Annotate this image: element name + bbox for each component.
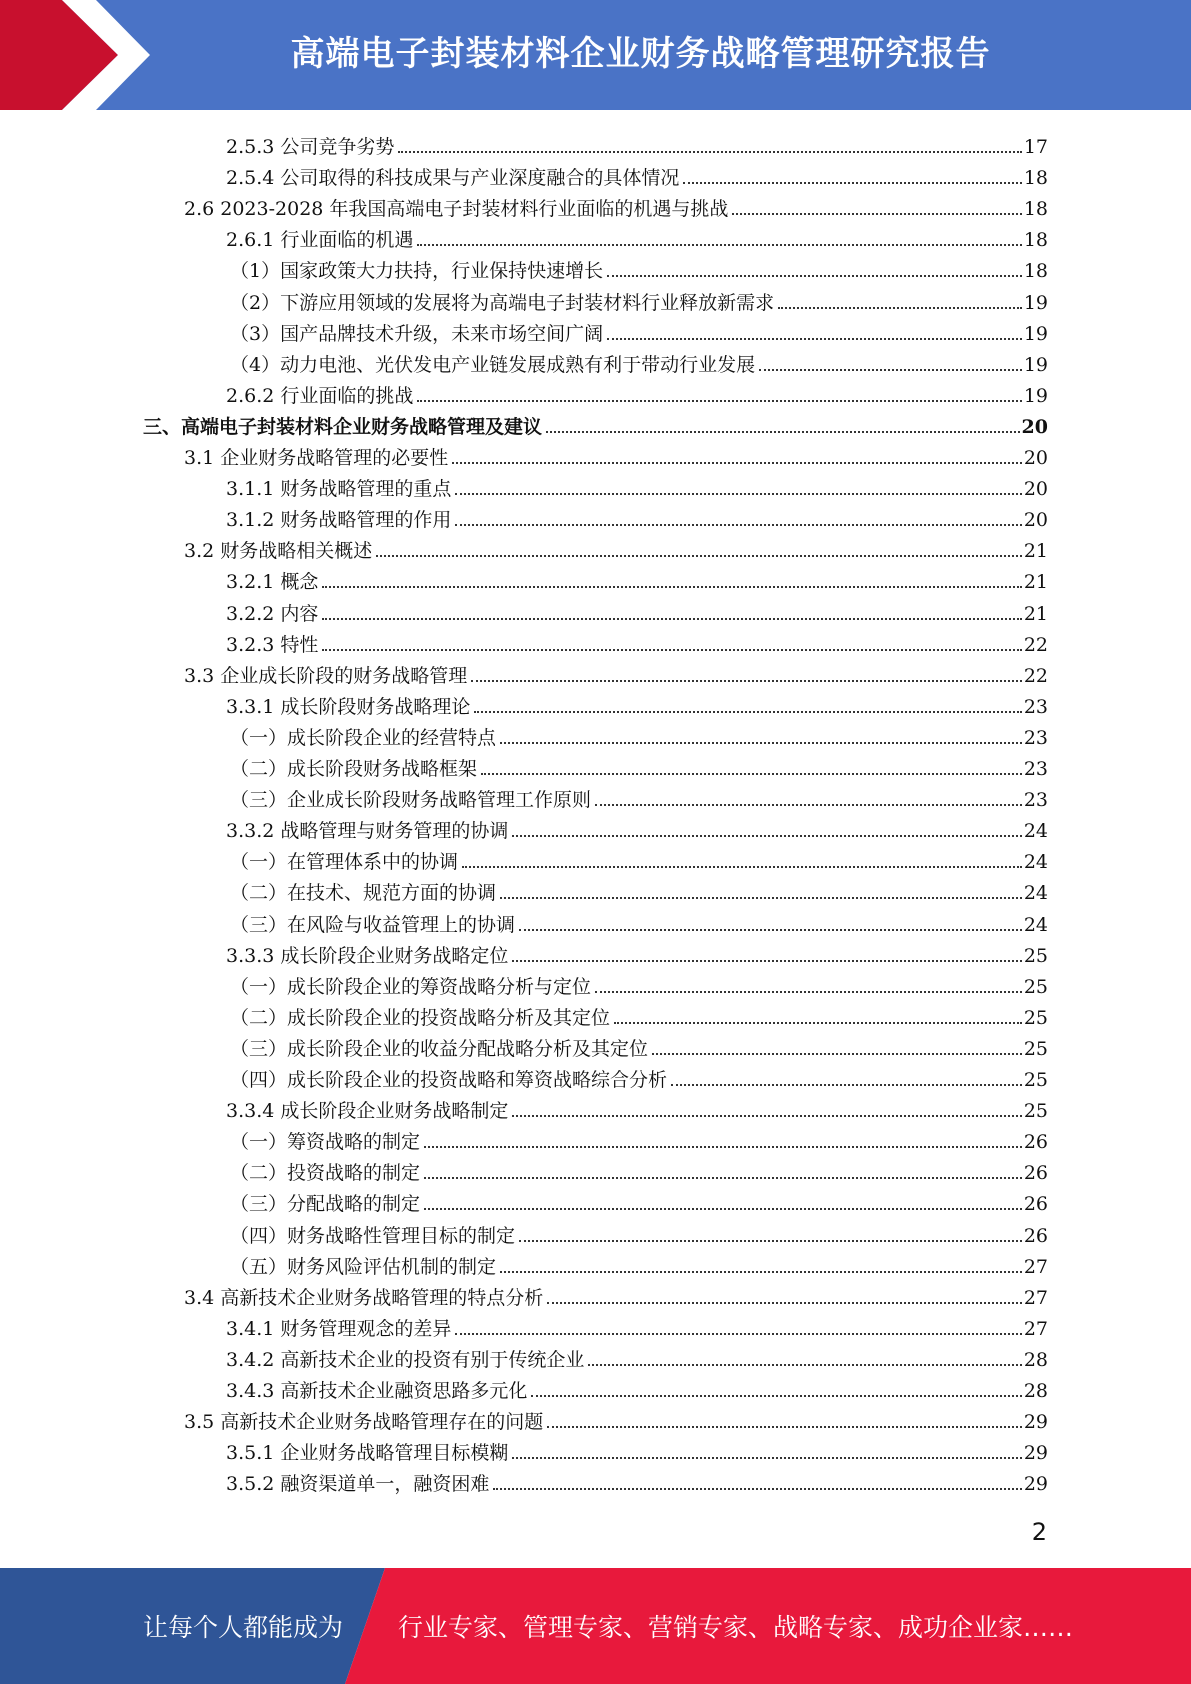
report-title: 高端电子封装材料企业财务战略管理研究报告 xyxy=(290,34,991,74)
toc-entry-page: 21 xyxy=(1023,602,1048,625)
toc-entry[interactable] xyxy=(226,563,1048,594)
toc-entry-page: 20 xyxy=(1023,509,1048,532)
toc-entry-page: 19 xyxy=(1023,384,1048,407)
toc-entry-title: （一）成长阶段企业的筹资战略分析与定位 xyxy=(230,975,592,998)
toc-entry-title: 3.1.2 财务战略管理的作用 xyxy=(226,509,452,532)
page-header xyxy=(0,0,1191,110)
toc-entry-page: 25 xyxy=(1023,1037,1048,1060)
toc-entry-page: 18 xyxy=(1023,229,1048,252)
toc-entry-page: 27 xyxy=(1023,1286,1048,1309)
toc-dot-leader xyxy=(546,431,1020,433)
toc-dot-leader xyxy=(512,1457,1021,1459)
toc-dot-leader xyxy=(398,151,1021,153)
toc-entry[interactable] xyxy=(230,999,1048,1030)
toc-dot-leader xyxy=(512,960,1021,962)
toc-dot-leader xyxy=(322,618,1021,620)
toc-entry-page: 24 xyxy=(1023,820,1048,843)
toc-entry-page: 19 xyxy=(1023,322,1048,345)
toc-entry-page: 25 xyxy=(1023,944,1048,967)
toc-entry[interactable] xyxy=(226,595,1048,626)
toc-entry-title: 3.4.2 高新技术企业的投资有别于传统企业 xyxy=(226,1348,585,1371)
toc-entry-title: （三）企业成长阶段财务战略管理工作原则 xyxy=(230,789,592,812)
toc-entry[interactable] xyxy=(226,812,1048,843)
toc-dot-leader xyxy=(322,649,1021,651)
toc-entry[interactable] xyxy=(226,377,1048,408)
page-footer xyxy=(0,1568,1191,1684)
toc-entry-title: （一）筹资战略的制定 xyxy=(230,1131,421,1154)
toc-entry-title: 2.5.4 公司取得的科技成果与产业深度融合的具体情况 xyxy=(226,167,680,190)
toc-entry-page: 29 xyxy=(1023,1473,1048,1496)
toc-dot-leader xyxy=(778,307,1022,309)
toc-entry[interactable] xyxy=(226,159,1048,190)
toc-entry-page: 20 xyxy=(1023,447,1048,469)
toc-entry-title: 3.3.1 成长阶段财务战略理论 xyxy=(226,695,471,718)
toc-entry-title: （三）分配战略的制定 xyxy=(230,1193,421,1216)
toc-entry-title: 3.5.2 融资渠道单一，融资困难 xyxy=(226,1473,490,1496)
toc-dot-leader xyxy=(607,338,1022,340)
toc-entry-title: （五）财务风险评估机制的制定 xyxy=(230,1255,497,1278)
toc-dot-leader xyxy=(500,1271,1022,1273)
page-number: 2 xyxy=(1031,1518,1047,1546)
toc-dot-leader xyxy=(455,524,1021,526)
toc-dot-leader xyxy=(322,586,1021,588)
toc-entry-page: 20 xyxy=(1023,478,1048,501)
toc-entry-title: （三）成长阶段企业的收益分配战略分析及其定位 xyxy=(230,1037,649,1060)
toc-entry[interactable] xyxy=(226,1092,1048,1123)
toc-entry-title: 三、高端电子封装材料企业财务战略管理及建议 xyxy=(143,415,543,438)
toc-entry[interactable] xyxy=(184,1403,1048,1434)
footer-slogan-left: 让每个人都能成为 xyxy=(143,1613,344,1642)
toc-entry-title: 3.3.3 成长阶段企业财务战略定位 xyxy=(226,944,509,967)
toc-entry[interactable] xyxy=(230,315,1048,346)
toc-entry-page: 18 xyxy=(1023,260,1048,283)
toc-dot-leader xyxy=(500,742,1022,744)
toc-entry[interactable] xyxy=(230,1248,1048,1279)
toc-entry-page: 21 xyxy=(1023,571,1048,594)
toc-dot-leader xyxy=(455,493,1021,495)
toc-dot-leader xyxy=(671,1084,1022,1086)
toc-dot-leader xyxy=(588,1364,1021,1366)
toc-entry[interactable] xyxy=(226,937,1048,968)
toc-dot-leader xyxy=(595,804,1022,806)
toc-dot-leader xyxy=(547,1426,1022,1428)
toc-dot-leader xyxy=(512,835,1021,837)
toc-entry-page: 19 xyxy=(1023,291,1048,314)
toc-entry-title: （四）财务战略性管理目标的制定 xyxy=(230,1224,516,1247)
toc-dot-leader xyxy=(595,991,1022,993)
toc-entry-title: 3.4.3 高新技术企业融资思路多元化 xyxy=(226,1380,528,1402)
toc-entry-title: （3）国产品牌技术升级，未来市场空间广阔 xyxy=(230,322,604,345)
toc-entry[interactable] xyxy=(226,688,1048,719)
toc-entry-page: 20 xyxy=(1021,415,1048,438)
toc-entry[interactable] xyxy=(226,221,1048,252)
toc-entry-page: 21 xyxy=(1023,540,1048,563)
toc-entry-page: 18 xyxy=(1023,167,1048,190)
toc-dot-leader xyxy=(493,1488,1021,1490)
toc-entry[interactable] xyxy=(230,1123,1048,1154)
toc-dot-leader xyxy=(519,929,1022,931)
toc-entry[interactable] xyxy=(230,906,1048,937)
toc-dot-leader xyxy=(376,555,1022,557)
toc-entry-title: 3.2.3 特性 xyxy=(226,633,319,656)
toc-entry-title: 3.2.2 内容 xyxy=(226,602,319,625)
toc-entry[interactable] xyxy=(184,190,1048,221)
toc-entry-title: 2.5.3 公司竞争劣势 xyxy=(226,136,395,158)
toc-entry[interactable] xyxy=(184,657,1048,688)
toc-entry-page: 17 xyxy=(1023,136,1048,158)
toc-entry-title: 3.3.2 战略管理与财务管理的协调 xyxy=(226,820,509,843)
toc-dot-leader xyxy=(424,1177,1022,1179)
toc-entry-title: （二）成长阶段财务战略框架 xyxy=(230,758,478,780)
toc-entry[interactable] xyxy=(143,408,1048,439)
toc-dot-leader xyxy=(683,182,1021,184)
toc-entry-page: 27 xyxy=(1023,1317,1048,1340)
toc-entry-title: 3.4.1 财务管理观念的差异 xyxy=(226,1317,452,1340)
toc-dot-leader xyxy=(519,1240,1022,1242)
toc-entry[interactable] xyxy=(230,252,1048,283)
toc-entry-page: 29 xyxy=(1023,1442,1048,1465)
toc-entry-page: 29 xyxy=(1023,1411,1048,1434)
toc-entry-title: 2.6.2 行业面临的挑战 xyxy=(226,384,414,407)
toc-entry-title: 3.1 企业财务战略管理的必要性 xyxy=(184,447,449,469)
toc-entry-title: 3.5.1 企业财务战略管理目标模糊 xyxy=(226,1442,509,1465)
toc-entry[interactable] xyxy=(226,1465,1048,1496)
toc-entry-page: 25 xyxy=(1023,1006,1048,1029)
toc-entry[interactable] xyxy=(230,719,1048,750)
toc-entry[interactable] xyxy=(230,1154,1048,1185)
toc-dot-leader xyxy=(417,400,1021,402)
toc-entry-title: （2）下游应用领域的发展将为高端电子封装材料行业释放新需求 xyxy=(230,291,775,314)
toc-dot-leader xyxy=(474,711,1021,713)
toc-dot-leader xyxy=(531,1395,1021,1397)
toc-entry-title: 3.5 高新技术企业财务战略管理存在的问题 xyxy=(184,1411,544,1434)
toc-entry-page: 23 xyxy=(1023,726,1048,749)
toc-entry[interactable] xyxy=(230,1030,1048,1061)
toc-entry[interactable] xyxy=(230,1061,1048,1092)
toc-entry-page: 24 xyxy=(1023,851,1048,874)
toc-entry-title: （一）在管理体系中的协调 xyxy=(230,851,459,874)
toc-entry[interactable] xyxy=(226,1372,1048,1403)
toc-entry-page: 24 xyxy=(1023,882,1048,905)
toc-entry-page: 26 xyxy=(1023,1224,1048,1247)
toc-entry[interactable] xyxy=(226,1310,1048,1341)
toc-entry[interactable] xyxy=(226,470,1048,501)
toc-entry[interactable] xyxy=(230,874,1048,905)
toc-entry-page: 27 xyxy=(1023,1255,1048,1278)
toc-entry[interactable] xyxy=(184,532,1048,563)
toc-entry-title: （1）国家政策大力扶持，行业保持快速增长 xyxy=(230,260,604,283)
toc-entry[interactable] xyxy=(184,439,1048,470)
toc-entry-title: 3.4 高新技术企业财务战略管理的特点分析 xyxy=(184,1286,544,1309)
toc-entry[interactable] xyxy=(230,284,1048,315)
toc-entry-page: 26 xyxy=(1023,1162,1048,1185)
toc-entry[interactable] xyxy=(230,346,1048,377)
toc-dot-leader xyxy=(614,1022,1022,1024)
toc-entry-page: 23 xyxy=(1023,695,1048,718)
toc-entry-page: 28 xyxy=(1023,1380,1048,1402)
toc-dot-leader xyxy=(500,897,1022,899)
toc-dot-leader xyxy=(732,213,1021,215)
toc-entry-title: （二）投资战略的制定 xyxy=(230,1162,421,1185)
toc-entry-title: 3.1.1 财务战略管理的重点 xyxy=(226,478,452,501)
toc-dot-leader xyxy=(471,680,1022,682)
toc-entry[interactable] xyxy=(226,1434,1048,1465)
toc-entry[interactable] xyxy=(230,1185,1048,1216)
toc-entry-title: 2.6.1 行业面临的机遇 xyxy=(226,229,414,252)
toc-entry[interactable] xyxy=(226,626,1048,657)
toc-entry[interactable] xyxy=(230,781,1048,812)
toc-dot-leader xyxy=(759,369,1022,371)
toc-dot-leader xyxy=(424,1146,1022,1148)
footer-slogan-right: 行业专家、管理专家、营销专家、战略专家、成功企业家…… xyxy=(398,1613,1074,1642)
toc-entry[interactable] xyxy=(230,1217,1048,1248)
toc-entry-title: 3.2.1 概念 xyxy=(226,571,319,594)
toc-dot-leader xyxy=(607,275,1022,277)
toc-entry[interactable] xyxy=(226,1341,1048,1372)
toc-dot-leader xyxy=(512,1115,1021,1117)
toc-entry[interactable] xyxy=(184,1279,1048,1310)
toc-entry-title: （二）在技术、规范方面的协调 xyxy=(230,882,497,905)
toc-entry-title: 3.2 财务战略相关概述 xyxy=(184,540,373,563)
toc-entry-title: （二）成长阶段企业的投资战略分析及其定位 xyxy=(230,1006,611,1029)
toc-entry-page: 23 xyxy=(1023,758,1048,780)
toc-dot-leader xyxy=(462,866,1022,868)
toc-dot-leader xyxy=(652,1053,1022,1055)
toc-entry-page: 25 xyxy=(1023,1069,1048,1091)
toc-entry-title: 2.6 2023-2028 年我国高端电子封装材料行业面临的机遇与挑战 xyxy=(184,198,729,221)
toc-dot-leader xyxy=(481,773,1022,775)
toc-entry[interactable] xyxy=(226,501,1048,532)
toc-entry-page: 26 xyxy=(1023,1131,1048,1154)
toc-entry-page: 25 xyxy=(1023,975,1048,998)
toc-entry-page: 23 xyxy=(1023,789,1048,812)
toc-entry-page: 28 xyxy=(1023,1348,1048,1371)
toc-entry-title: 3.3.4 成长阶段企业财务战略制定 xyxy=(226,1100,509,1123)
toc-dot-leader xyxy=(547,1302,1022,1304)
toc-entry[interactable] xyxy=(230,843,1048,874)
toc-entry-page: 19 xyxy=(1023,353,1048,376)
toc-entry-page: 24 xyxy=(1023,913,1048,936)
toc-dot-leader xyxy=(455,1333,1021,1335)
toc-entry-title: （四）成长阶段企业的投资战略和筹资战略综合分析 xyxy=(230,1069,668,1091)
toc-entry-title: （4）动力电池、光伏发电产业链发展成熟有利于带动行业发展 xyxy=(230,353,756,376)
toc-entry-title: （三）在风险与收益管理上的协调 xyxy=(230,913,516,936)
toc-dot-leader xyxy=(417,244,1021,246)
toc-entry-page: 22 xyxy=(1023,664,1048,687)
toc-entry[interactable] xyxy=(230,750,1048,781)
toc-entry-title: 3.3 企业成长阶段的财务战略管理 xyxy=(184,664,468,687)
toc-entry[interactable] xyxy=(230,968,1048,999)
toc-entry-page: 18 xyxy=(1023,198,1048,221)
toc-entry-page: 26 xyxy=(1023,1193,1048,1216)
toc-entry[interactable] xyxy=(226,128,1048,159)
toc-entry-page: 22 xyxy=(1023,633,1048,656)
toc-dot-leader xyxy=(452,462,1022,464)
toc-entry-title: （一）成长阶段企业的经营特点 xyxy=(230,726,497,749)
toc-dot-leader xyxy=(424,1208,1022,1210)
toc-entry-page: 25 xyxy=(1023,1100,1048,1123)
